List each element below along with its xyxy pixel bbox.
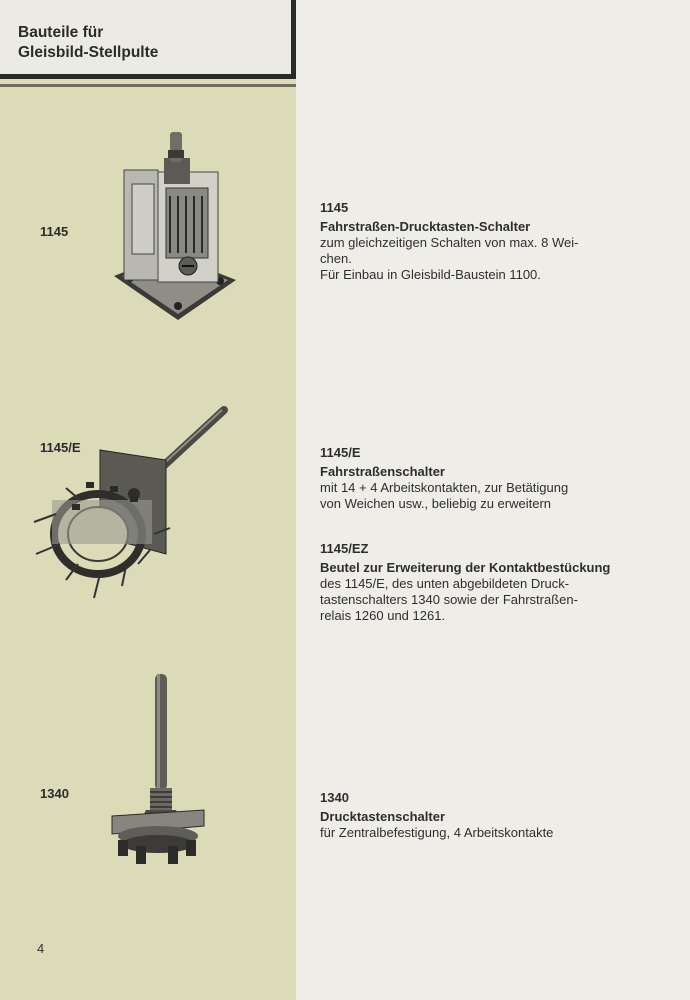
product-text-line: des 1145/E, des unten abgebildeten Druck- [320,576,570,591]
product-image-1145e [26,404,232,606]
product-code: 1145/E [320,445,361,460]
product-description-1340 [320,790,622,841]
page-title [18,23,278,63]
product-image-1145 [108,128,244,326]
product-code: 1145/EZ [320,541,369,556]
product-text-line: zum gleichzeitigen Schalten von max. 8 Wei- [320,235,579,250]
header-rule [0,84,296,87]
product-code: 1145 [320,200,349,215]
product-text-line: tastenschalters 1340 sowie der Fahrstraßen- [320,592,578,607]
product-name: Fahrstraßenschalter [320,464,445,479]
product-text-line: mit 14 + 4 Arbeitskontakten, zur Betätigung [320,480,569,495]
title-line-2: Gleisbild-Stellpulte [18,44,159,61]
title-line-1: Bauteile für [18,24,104,41]
product-name: Beutel zur Erweiterung der Kontaktbestückung [320,560,611,575]
product-text-line: für Zentralbefestigung, 4 Arbeitskontakte [320,825,554,840]
header-box [0,0,296,79]
product-description-1145e [320,445,622,512]
product-image-1340 [106,670,210,876]
product-description-1145ez [320,541,622,624]
product-code: 1340 [320,790,349,805]
product-text-line: chen. [320,251,352,266]
product-text-line: Für Einbau in Gleisbild-Baustein 1100. [320,267,541,282]
product-text-line: relais 1260 und 1261. [320,608,446,623]
page-number: 4 [37,941,45,956]
product-label-1145e: 1145/E [40,440,81,455]
product-description-1145 [320,200,622,283]
product-label-1145: 1145 [40,224,69,239]
product-label-1340: 1340 [40,786,69,801]
product-name: Fahrstraßen-Drucktasten-Schalter [320,219,531,234]
product-name: Drucktastenschalter [320,809,445,824]
product-text-line: von Weichen usw., beliebig zu erweitern [320,496,551,511]
